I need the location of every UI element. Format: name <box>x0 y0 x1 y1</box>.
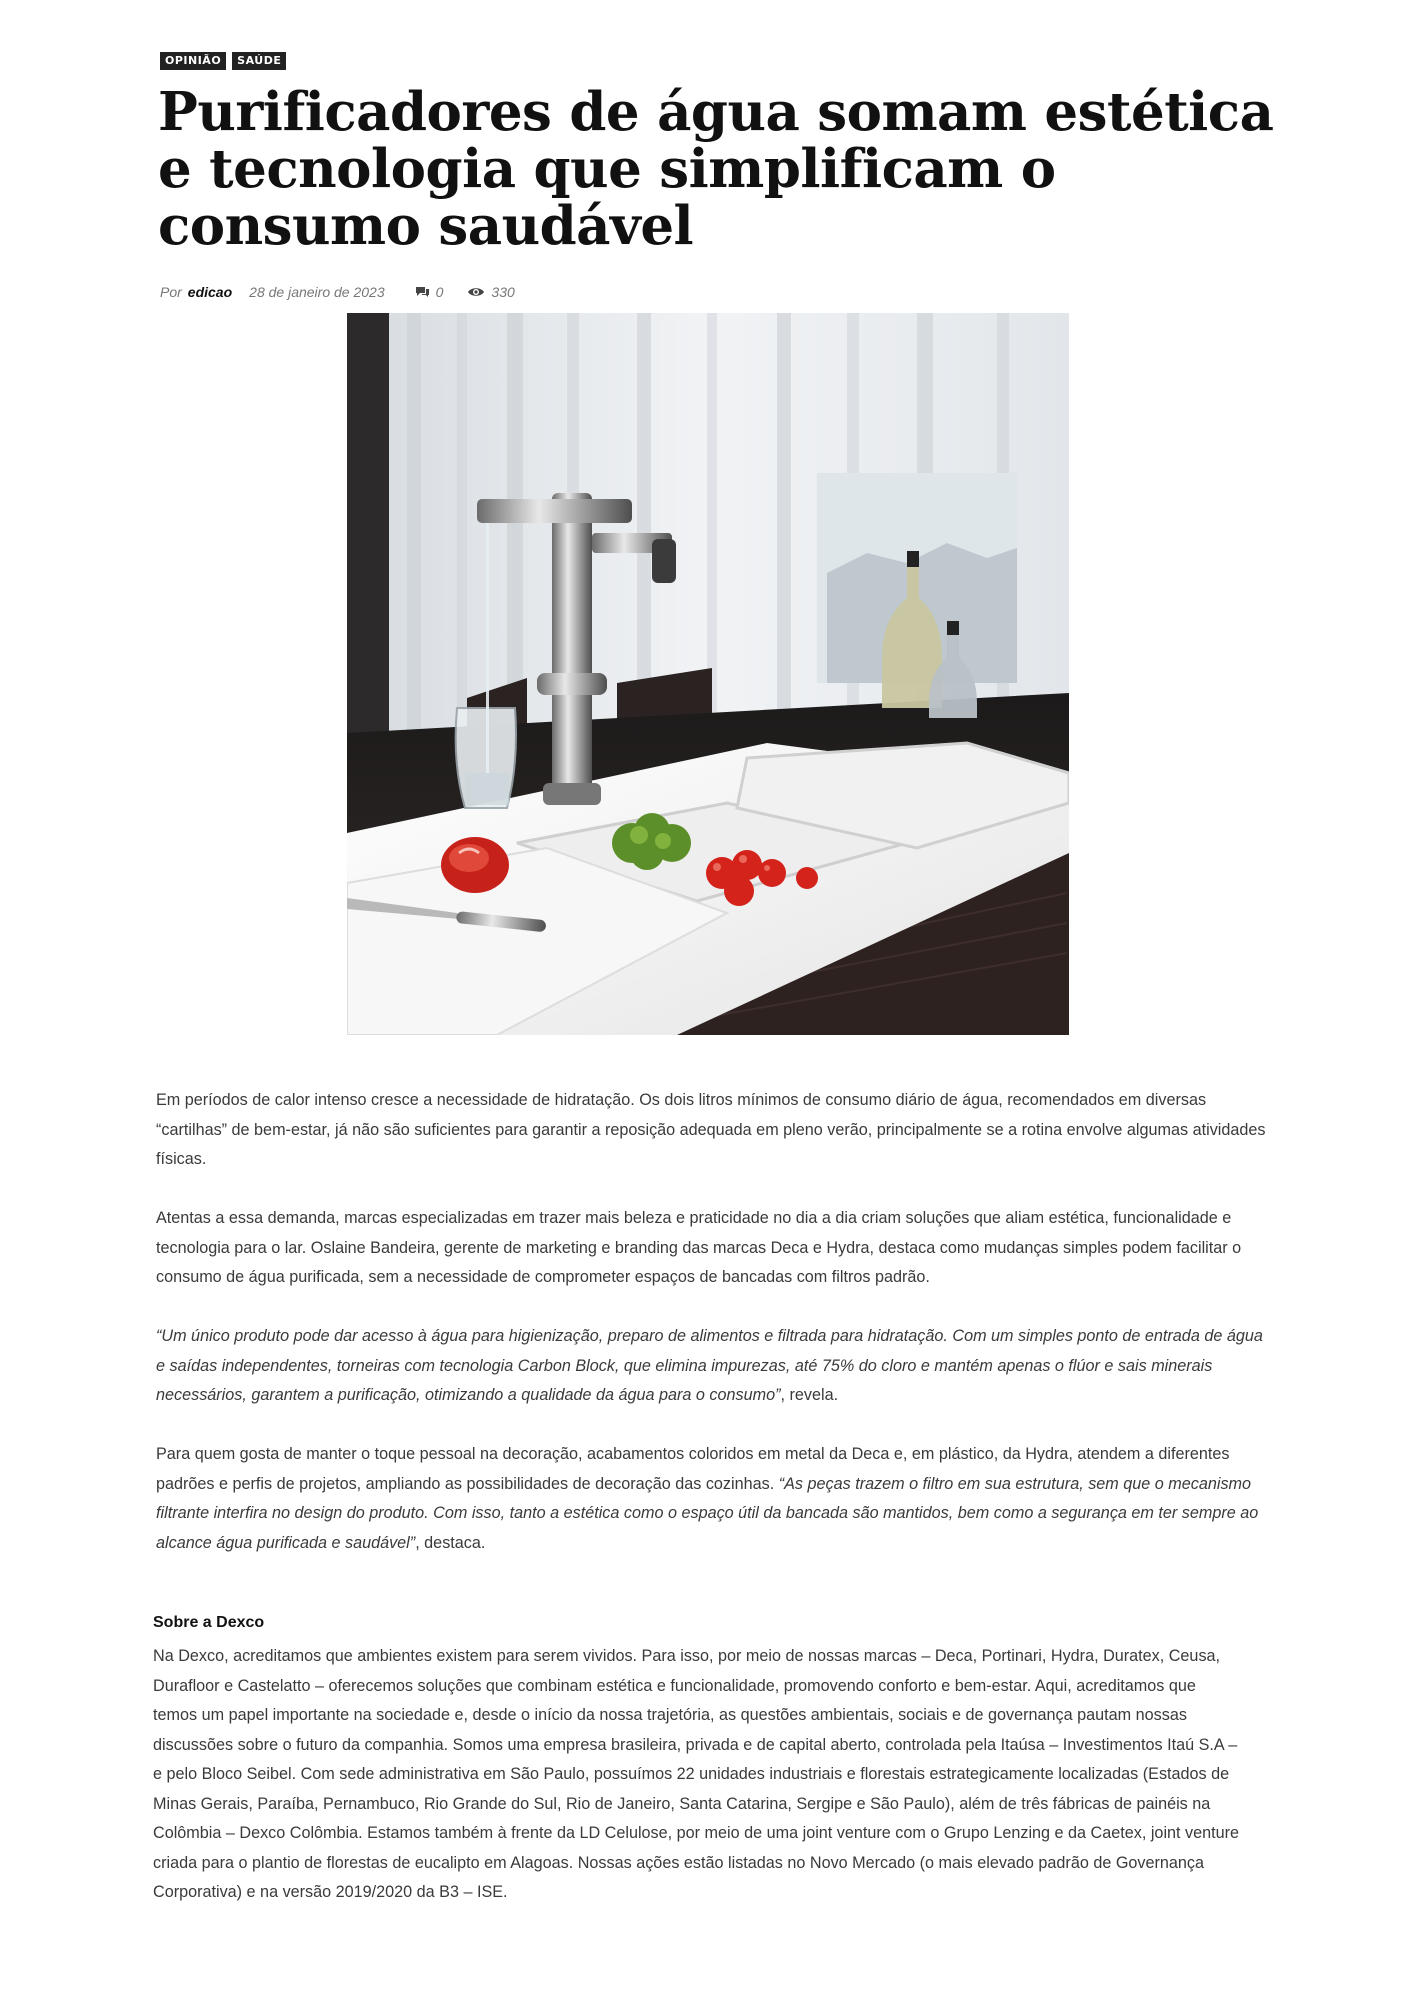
article-title: Purificadores de água somam estética e tecnologia que simplificam o consumo saudável <box>158 81 1274 257</box>
about-heading: Sobre a Dexco <box>153 1614 265 1631</box>
views-value: 330 <box>491 284 515 300</box>
about-text: Na Dexco, acreditamos que ambientes existem para serem vividos. Para isso, por meio de nossas marcas – Deca, Portinari, Hydra, Duratex, Ceusa, Durafloor e Castelatto – oferecemos soluções que combinam estética e funcionalidade, promovendo conforto e bem-estar. Aqui, acreditamos que temos um papel importante na sociedade e, desde o início da nossa trajetória, as questões ambientais, sociais e de governança pautam nossas discussões sobre o futuro da companhia. Somos uma empresa brasileira, privada e de capital aberto, controlada pela Itaúsa – Investimentos Itaú S.A – e pelo Bloco Seibel. Com sede administrativa em São Paulo, possuímos 22 unidades industriais e florestais estrategicamente localizadas (Estados de Minas Gerais, Paraíba, Pernambuco, Rio Grande do Sul, Rio de Janeiro, Santa Catarina, Sergipe e São Paulo), além de três fábricas de painéis na Colômbia – Dexco Colômbia. Estamos também à frente da LD Celulose, por meio de uma joint venture com o Grupo Lenzing e da Caetex, joint venture criada para o plantio de florestas de eucalipto em Alagoas. Nossas ações estão listadas no Novo Mercado (o mais elevado padrão de Governança Corporativa) e na versão 2019/2020 da B3 – ISE. <box>153 1647 1240 1901</box>
quote-attribution: , destaca. <box>415 1533 486 1552</box>
comments-count[interactable] <box>415 284 444 300</box>
comments-value: 0 <box>435 284 444 300</box>
quote-attribution: , revela. <box>780 1386 839 1404</box>
featured-image <box>347 313 1069 1035</box>
quote-text: “As peças trazem o filtro em sua estrutura, sem que o mecanismo filtrante interfira no design do produto. Com isso, tanto a estética como o espaço útil da bancada são mantidos, bem como a segurança em ter sempre ao alcance água purificada e saudável” <box>156 1474 1259 1552</box>
by-label: Por <box>160 284 182 300</box>
category-tag-opiniao[interactable]: OPINIÃO <box>160 52 226 70</box>
views-count <box>467 284 514 300</box>
category-tags <box>160 52 286 70</box>
article-paragraph-4 <box>156 1440 1276 1558</box>
comment-icon <box>415 286 430 298</box>
category-tag-saude[interactable]: SAÚDE <box>232 52 286 70</box>
article-meta <box>160 284 515 300</box>
article-paragraph-2: Atentas a essa demanda, marcas especializadas em trazer mais beleza e praticidade no dia a dia criam soluções que aliam estética, funcionalidade e tecnologia para o lar. Oslaine Bandeira, gerente de marketing e branding das marcas Deca e Hydra, destaca como mudanças simples podem facilitar o consumo de água purificada, sem a necessidade de comprometer espaços de bancadas com filtros padrão. <box>156 1209 1242 1286</box>
article-paragraph-1: Em períodos de calor intenso cresce a necessidade de hidratação. Os dois litros mínimos de consumo diário de água, recomendados em diversas “cartilhas” de bem-estar, já não são suficientes para garantir a reposição adequada em pleno verão, principalmente se a rotina envolve algumas atividades físicas. <box>156 1091 1266 1168</box>
quote-text: “Um único produto pode dar acesso à água para higienização, preparo de alimentos e filtrada para hidratação. Com um simples ponto de entrada de água e saídas independentes, torneiras com tecnologia Carbon Block, que elimina impurezas, até 75% do cloro e mantém apenas o flúor e sais minerais necessários, garantem a purificação, otimizando a qualidade da água para o consumo” <box>156 1327 1263 1404</box>
eye-icon <box>467 286 485 298</box>
publish-date: 28 de janeiro de 2023 <box>249 284 385 300</box>
paragraph-lead: Para quem gosta de manter o toque pessoal na decoração, acabamentos coloridos em metal da Deca e, em plástico, da Hydra, atendem a diferentes padrões e perfis de projetos, ampliando as possibilidades de decoração das cozinhas. <box>156 1445 1230 1493</box>
article-paragraph-3 <box>156 1322 1276 1411</box>
author-link[interactable]: edicao <box>187 284 233 300</box>
